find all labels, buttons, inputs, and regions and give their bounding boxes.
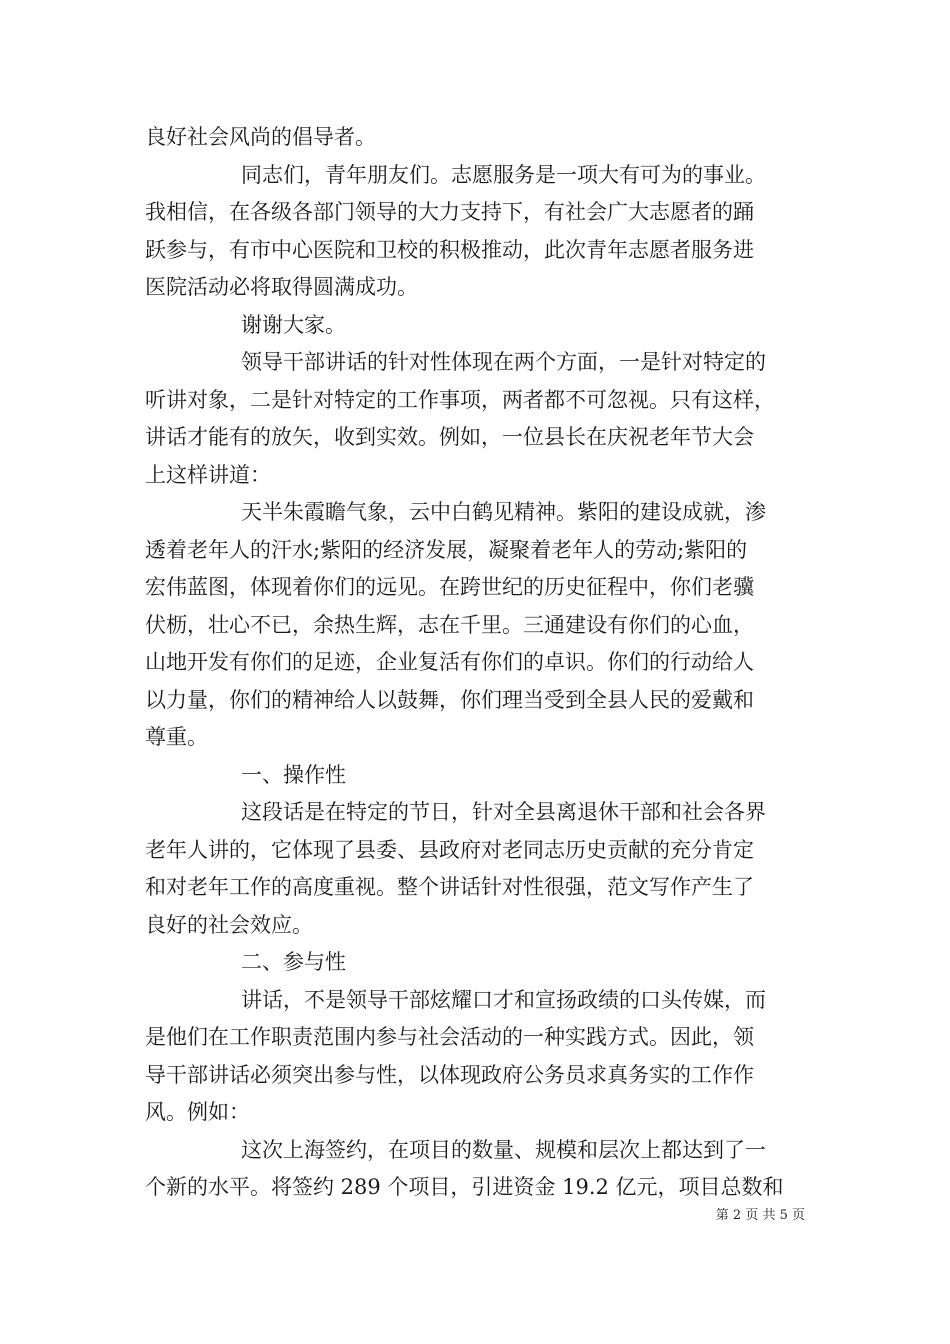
text-line: 讲话才能有的放矢，收到实效。例如，一位县长在庆祝老年节大会 xyxy=(145,425,754,449)
text-line: 同志们，青年朋友们。志愿服务是一项大有可为的事业。 xyxy=(241,162,766,187)
text-line: 谢谢大家。 xyxy=(241,312,346,337)
document-body xyxy=(145,119,825,1207)
text-line: 上这样讲道： xyxy=(145,462,271,487)
page-footer: 第 2 页 共 5 页 xyxy=(715,1208,805,1223)
text-line: 山地开发有你们的足迹，企业复活有你们的卓识。你们的行动给人 xyxy=(145,650,754,674)
text-line: 是他们在工作职责范围内参与社会活动的一种实践方式。因此，领 xyxy=(145,1025,754,1049)
text-line: 个新的水平。将签约 289 个项目，引进资金 19.2 亿元，项目总数和 xyxy=(145,1175,784,1199)
text-line: 医院活动必将取得圆满成功。 xyxy=(145,275,418,299)
text-line: 跃参与，有市中心医院和卫校的积极推动，此次青年志愿者服务进 xyxy=(145,237,754,262)
text-line: 老年人讲的，它体现了县委、县政府对老同志历史贡献的充分肯定 xyxy=(145,837,754,862)
text-line: 天半朱霞瞻气象，云中白鹤见精神。紫阳的建设成就，渗 xyxy=(241,500,766,524)
text-line: 风。例如： xyxy=(145,1100,250,1124)
text-line: 良好的社会效应。 xyxy=(145,912,313,937)
text-line: 这次上海签约，在项目的数量、规模和层次上都达到了一 xyxy=(241,1137,766,1162)
text-line: 伏枥，壮心不已，余热生辉，志在千里。三通建设有你们的心血， xyxy=(145,612,754,637)
text-line: 领导干部讲话的针对性体现在两个方面，一是针对特定的 xyxy=(241,350,766,374)
text-line: 宏伟蓝图，体现着你们的远见。在跨世纪的历史征程中，你们老骥 xyxy=(145,575,754,599)
text-line: 导干部讲话必须突出参与性，以体现政府公务员求真务实的工作作 xyxy=(145,1062,754,1087)
text-line: 和对老年工作的高度重视。整个讲话针对性很强，范文写作产生了 xyxy=(145,875,754,899)
text-line: 这段话是在特定的节日，针对全县离退休干部和社会各界 xyxy=(241,800,766,824)
text-line: 二、参与性 xyxy=(241,950,346,974)
text-line: 以力量，你们的精神给人以鼓舞，你们理当受到全县人民的爱戴和 xyxy=(145,687,754,712)
text-line: 听讲对象，二是针对特定的工作事项，两者都不可忽视。只有这样， xyxy=(145,387,775,412)
text-line: 讲话，不是领导干部炫耀口才和宣扬政绩的口头传媒，而 xyxy=(241,987,766,1012)
text-line: 尊重。 xyxy=(145,725,208,749)
text-line: 我相信，在各级各部门领导的大力支持下，有社会广大志愿者的踊 xyxy=(145,200,754,224)
text-line: 良好社会风尚的倡导者。 xyxy=(145,125,376,149)
text-line: 一、操作性 xyxy=(241,762,346,787)
text-line: 透着老年人的汗水;紫阳的经济发展，凝聚着老年人的劳动;紫阳的 xyxy=(145,537,748,562)
